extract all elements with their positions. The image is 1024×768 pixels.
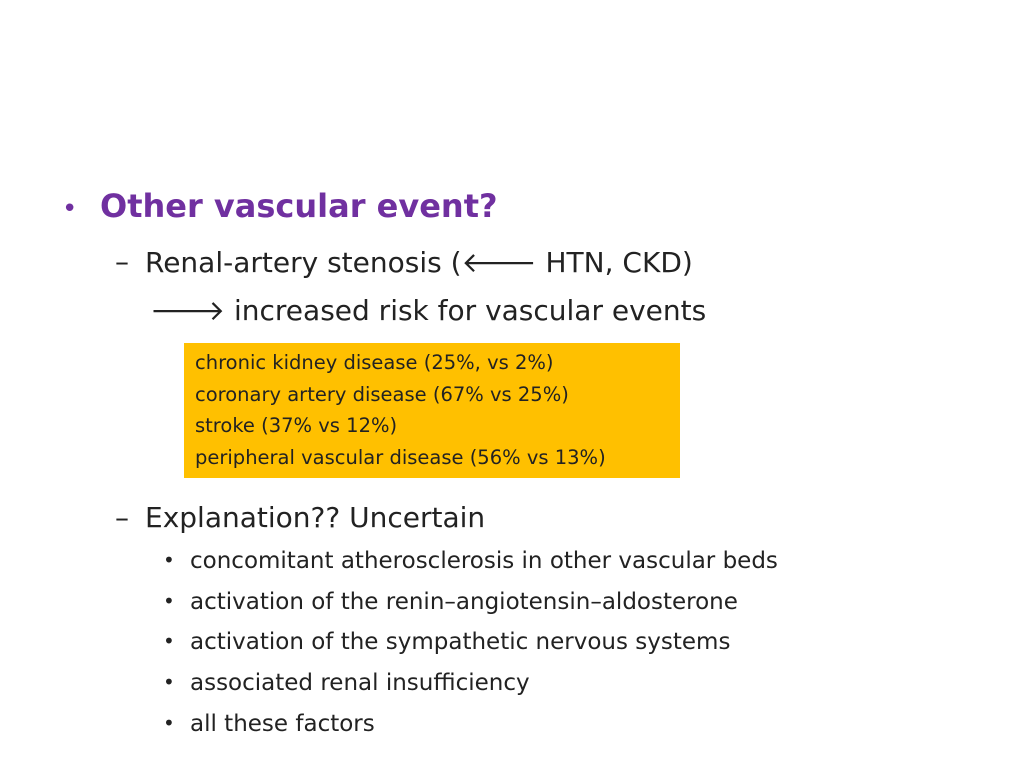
factor-bullet: • (163, 670, 175, 694)
factor-bullet: • (163, 629, 175, 653)
highlight-box (184, 343, 680, 478)
highlight-line-stroke: stroke (37% vs 12%) (195, 414, 398, 437)
factor-item: activation of the renin–angiotensin–aldosterone (190, 589, 738, 615)
factor-item: activation of the sympathetic nervous systems (190, 629, 731, 655)
explanation-text: Explanation?? Uncertain (145, 501, 486, 534)
explanation-dash: – (115, 501, 129, 534)
highlight-line-ckd: chronic kidney disease (25%, vs 2%) (195, 351, 554, 374)
factor-bullet: • (163, 711, 175, 735)
highlight-line-pvd: peripheral vascular disease (56% vs 13%) (195, 445, 606, 469)
renal-text: Renal-artery stenosis (🡐 HTN, CKD) (145, 246, 693, 279)
risk-text: 🡒 increased risk for vascular events (150, 294, 707, 327)
renal-dash: – (115, 245, 129, 278)
factor-item: associated renal insufficiency (190, 670, 530, 696)
factor-bullet: • (163, 548, 175, 572)
heading-bullet: • (62, 194, 78, 224)
factor-item: all these factors (190, 711, 375, 737)
heading-text: Other vascular event? (100, 187, 498, 225)
highlight-line-cad: coronary artery disease (67% vs 25%) (195, 382, 569, 406)
factor-bullet: • (163, 589, 175, 613)
factor-item: concomitant atherosclerosis in other vascular beds (190, 548, 778, 574)
